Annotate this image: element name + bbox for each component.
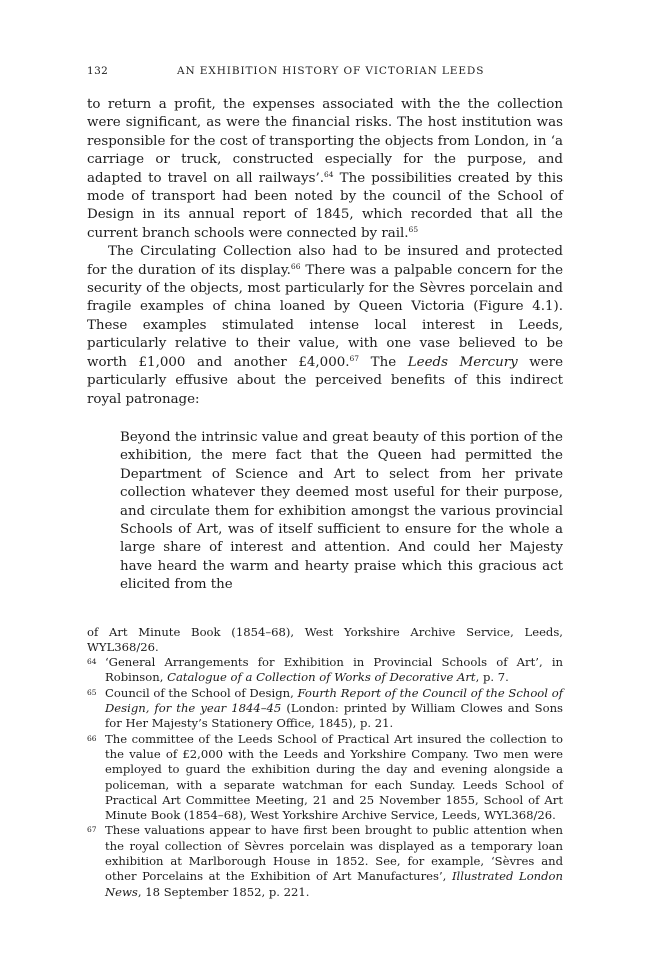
footnote-italic-title: Fourth Report of the Council of the School of Design, for the year 1844–45 [105,685,563,716]
page-number: 132 [87,65,109,77]
running-title: AN EXHIBITION HISTORY OF VICTORIAN LEEDS [177,65,485,77]
footnote-text: , p. 7. [475,670,509,685]
footnote-ref-67: 67 [349,353,360,363]
running-header [87,60,563,82]
footnote-text: ‘General Arrangements for Exhibition in Provincial Schools of Art’, in Robinson, [105,655,563,685]
main-text [87,96,563,409]
paragraph-2-text-b: There was a palpable concern for the security of the objects, most particularly for the Sèvres porcelain and fragile examples of china loaned by Queen Victoria (Figure 4.1). These examples stimulated intense local interest in Leeds, particularly relative to their value, with one vase believed to be worth £1,000 and another £4,000. [87,262,563,370]
paragraph-2 [87,243,563,409]
footnote-ref-65: 65 [408,224,419,234]
footnote-continuation: of Art Minute Book (1854–68), West Yorkshire Archive Service, Leeds, WYL368/26. [87,624,563,654]
footnote-67 [87,823,563,899]
newspaper-title: Leeds Mercury [407,354,518,370]
footnote-number: 65 [87,687,97,697]
footnote-text: Council of the School of Design, [105,685,298,700]
paragraph-1 [87,96,563,243]
footnote-text: The committee of the Leeds School of Practical Art insured the collection to the value of £2,000 with the Leeds and Yorkshire Company. Two men were employed to guard the exhibition during the day and evening alongside a policeman, with a separate watchman for each Sunday. Leeds School of Practical Art Committee Meeting, 21 and 25 November 1855, School of Art Minute Book (1854–68), West Yorkshire Archive Service, Leeds, WYL368/26. [105,731,563,823]
paragraph-2-text-d: were particularly effusive about the perceived benefits of this indirect royal patronage: [87,354,563,407]
book-page [87,60,563,900]
footnote-number: 67 [87,825,97,835]
footnote-ref-64: 64 [324,169,334,179]
footnote-number: 66 [87,733,97,743]
footnote-text: , 18 September 1852, p. 221. [137,884,310,899]
footnotes [87,625,563,900]
paragraph-2-text-c: The [359,354,408,370]
footnote-italic-title: Catalogue of a Collection of Works of Decorative Art [167,670,476,685]
footnote-italic-title: Illustrated London News [105,869,564,899]
footnote-number: 64 [87,657,97,667]
footnote-text: (London: printed by William Clowes and Sons for Her Majesty’s Stationery Office, 1845), p. 21. [105,701,563,731]
footnote-64 [87,655,563,686]
footnote-ref-66: 66 [290,261,301,271]
footnote-text: These valuations appear to have first been brought to public attention when the royal collection of Sèvres porcelain was displayed as a temporary loan exhibition at Marlborough House in 1852. See, for example, ‘Sèvres and other Porcelains at the Exhibition of Art Manufactures’, [105,823,563,884]
block-quote: Beyond the intrinsic value and great beauty of this portion of the exhibition, the mere fact that the Queen had permitted the Department of Science and Art to select from her private collection whatever they deemed most useful for their purpose, and circulate them for exhibition amongst the various provincial Schools of Art, was of itself sufficient to ensure for the whole a large share of interest and attention. And could her Majesty have heard the warm and hearty praise which this gracious act elicited from the [120,429,563,593]
paragraph-1-text-b: The possibilities created by this mode of transport had been noted by the council of the School of Design in its annual report of 1845, which recorded that all the current branch schools were connected by rail. [87,170,563,241]
footnote-66 [87,732,563,824]
paragraph-1-text-a: to return a profit, the expenses associated with the the collection were significant, as were the financial risks. The host institution was responsible for the cost of transporting the objects from London, in ‘a carriage or truck, constructed especially for the purpose, and adapted to travel on all railways’. [87,97,563,186]
footnote-65 [87,686,563,732]
paragraph-2-text-a: The Circulating Collection also had to be insured and protected for the duration of its display. [87,244,563,278]
